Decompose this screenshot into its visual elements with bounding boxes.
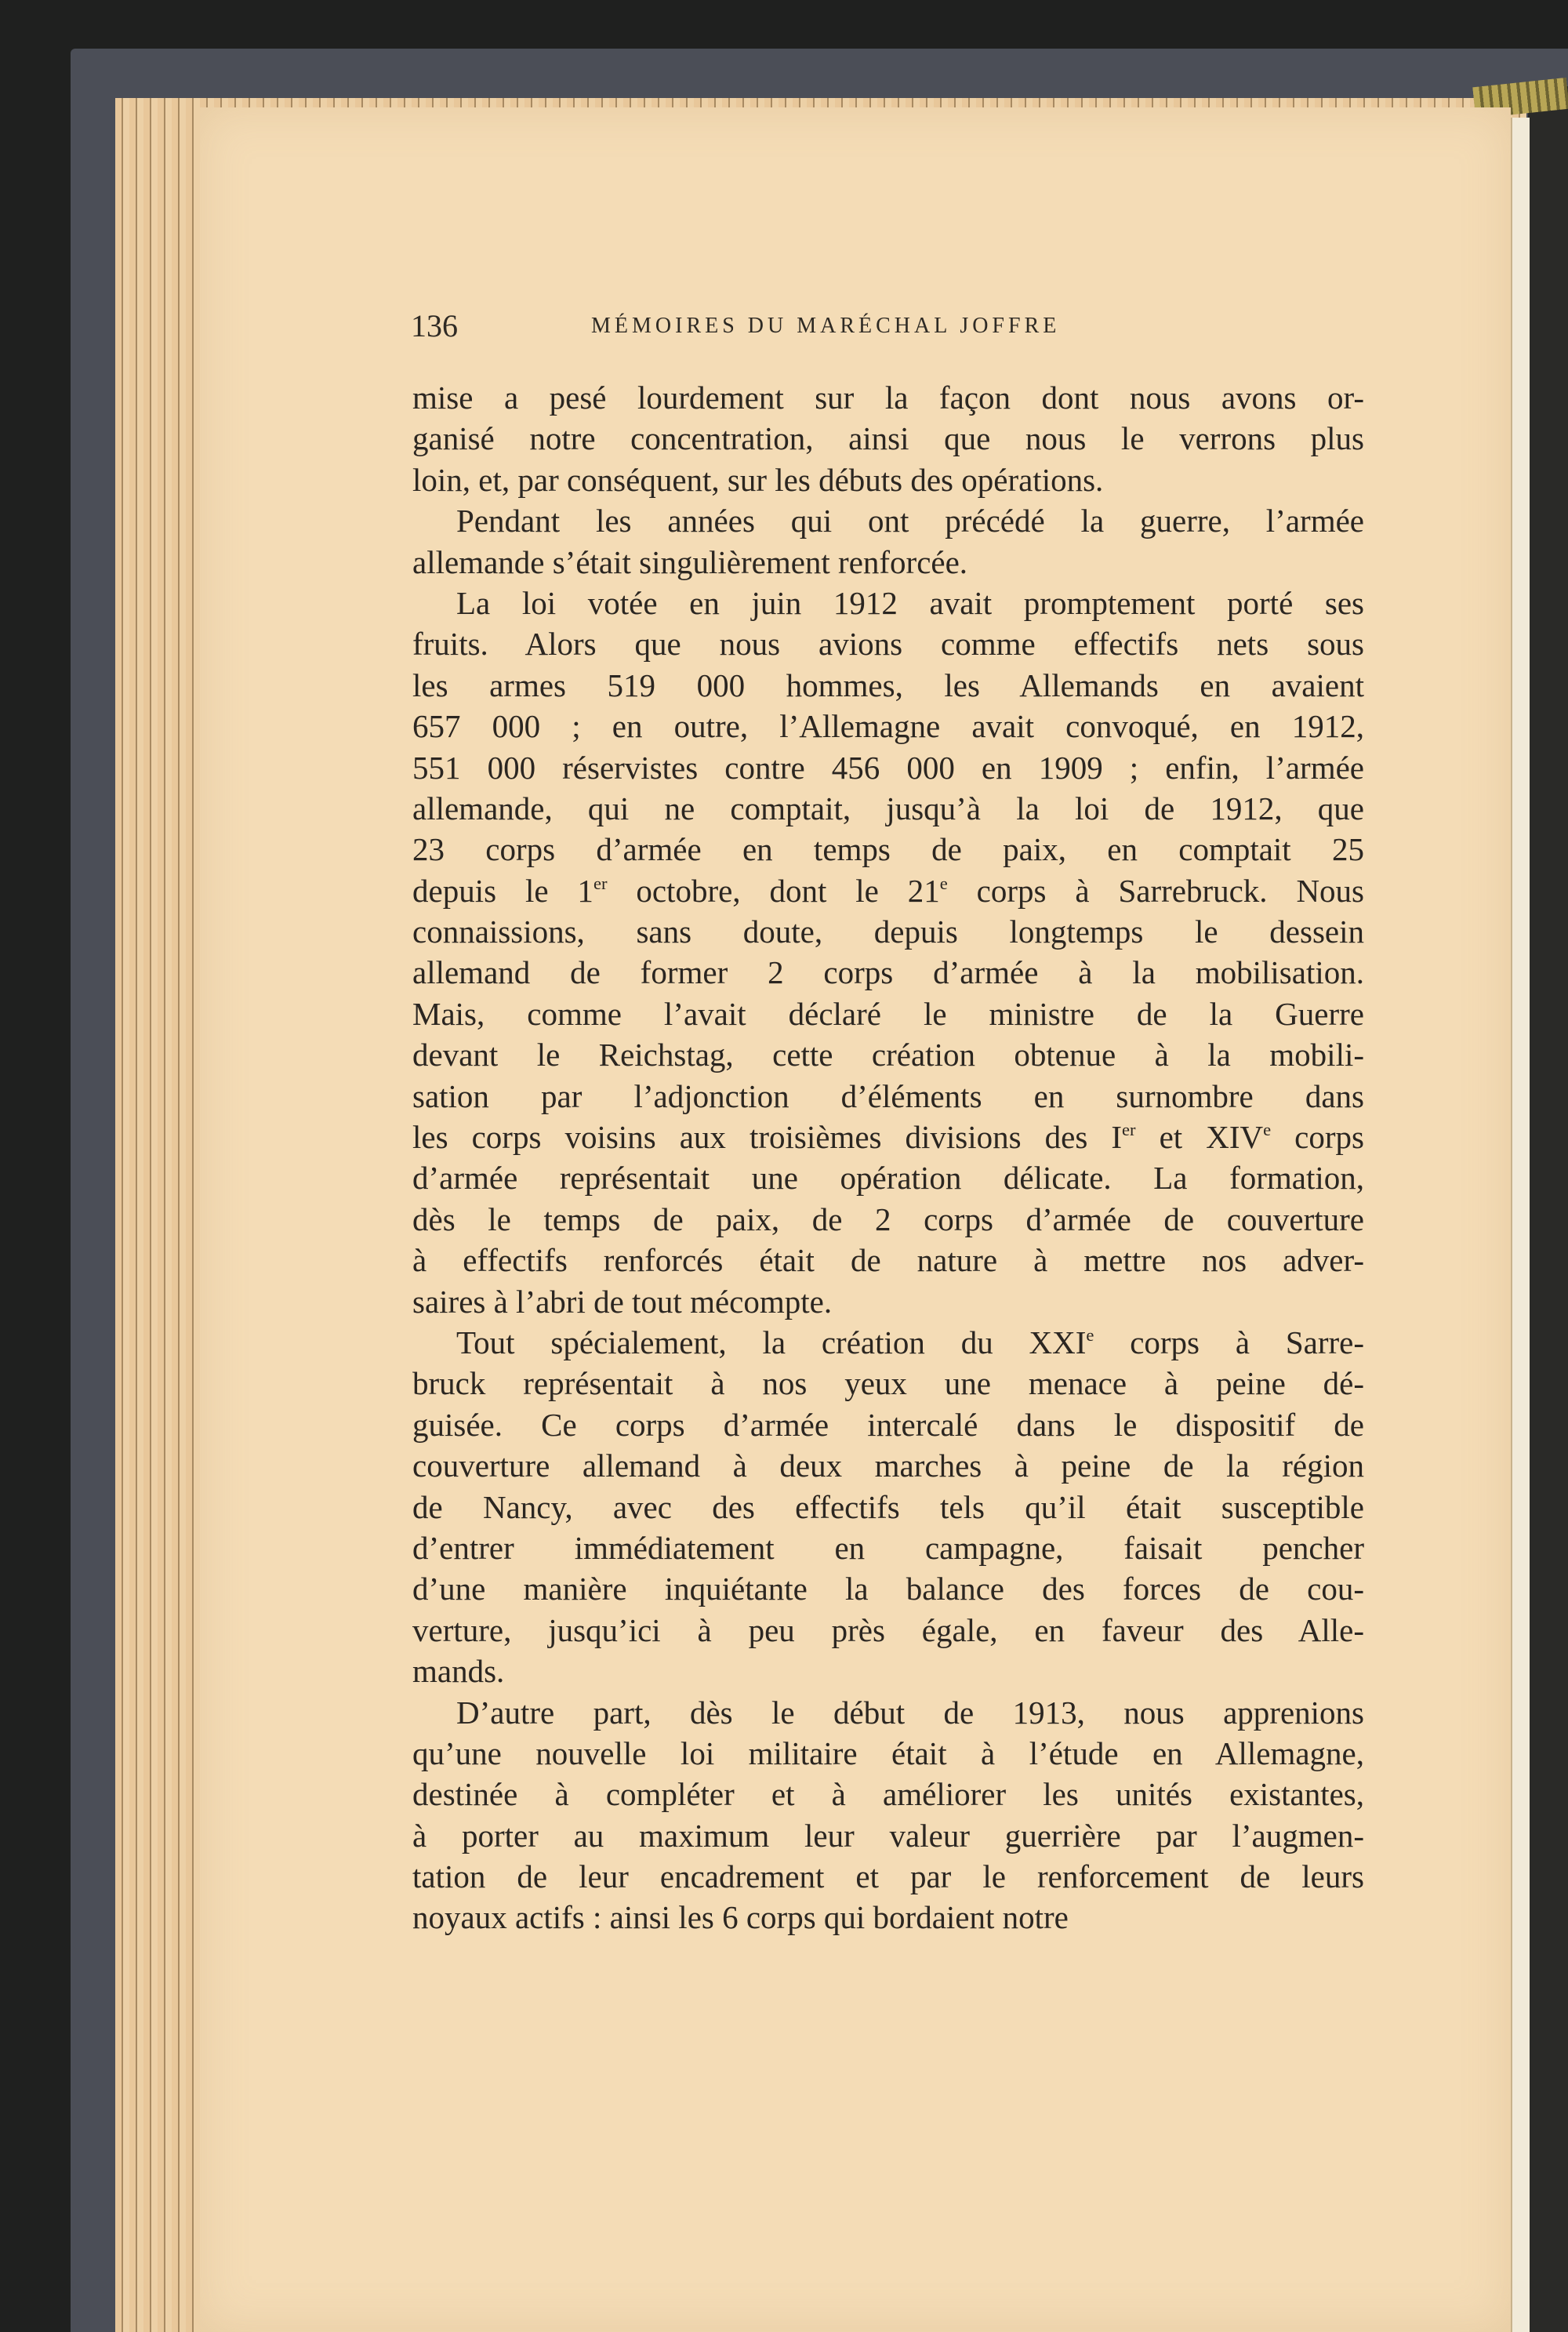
text-line: allemande s’était singulièrement renforcée. [412, 543, 968, 580]
text-line: 23 corps d’armée en temps de paix, en comptait 25 [412, 831, 1364, 868]
paragraph [412, 377, 1364, 500]
page-number: 136 [411, 308, 458, 343]
running-head: MÉMOIRES DU MARÉCHAL JOFFRE [591, 314, 1061, 338]
text-line: à porter au maximum leur valeur guerrière par l’augmen- [412, 1817, 1364, 1854]
text-line: d’une manière inquiétante la balance des forces de cou- [412, 1571, 1364, 1607]
text-line: saires à l’abri de tout mécompte. [412, 1283, 833, 1320]
text-line: allemand de former 2 corps d’armée à la mobilisation. [412, 954, 1364, 991]
text-line: bruck représentait à nos yeux une menace à peine dé- [412, 1365, 1364, 1402]
text-line: connaissions, sans doute, depuis longtemps le dessein [412, 914, 1364, 950]
text-line: fruits. Alors que nous avions comme effectifs nets sous [412, 626, 1364, 663]
text-line: ganisé notre concentration, ainsi que nous le verrons plus [412, 420, 1364, 457]
text-line: les corps voisins aux troisièmes divisions des Ier et XIVe corps [412, 1119, 1364, 1156]
superscript: e [939, 873, 948, 893]
text-line: mise a pesé lourdement sur la façon dont nous avons or- [412, 380, 1364, 416]
facing-page-edge [1511, 118, 1530, 2332]
background-right [1528, 86, 1568, 2332]
text-line: couverture allemand à deux marches à peine de la région [412, 1448, 1364, 1484]
text-line: Tout spécialement, la création du XXIe corps à Sarre- [456, 1324, 1364, 1360]
text-line: allemande, qui ne comptait, jusqu’à la loi de 1912, que [412, 790, 1364, 826]
page-header [411, 307, 1364, 347]
text-line: 551 000 réservistes contre 456 000 en 1909 ; enfin, l’armée [412, 749, 1364, 786]
text-line: verture, jusqu’ici à peu près égale, en faveur des Alle- [412, 1611, 1364, 1648]
text-line: destinée à compléter et à améliorer les unités existantes, [412, 1776, 1364, 1813]
text-line: qu’une nouvelle loi militaire était à l’étude en Allemagne, [412, 1734, 1364, 1771]
text-line: dès le temps de paix, de 2 corps d’armée de couverture [412, 1201, 1364, 1237]
text-line: La loi votée en juin 1912 avait promptement porté ses [456, 584, 1364, 621]
text-line: devant le Reichstag, cette création obtenue à la mobili- [412, 1037, 1364, 1073]
text-line: D’autre part, dès le début de 1913, nous apprenions [456, 1694, 1364, 1731]
body-text [412, 377, 1364, 1938]
text-line: de Nancy, avec des effectifs tels qu’il était susceptible [412, 1488, 1364, 1525]
superscript: er [593, 873, 608, 893]
text-line: tation de leur encadrement et par le renforcement de leurs [412, 1858, 1364, 1895]
text-line: Mais, comme l’avait déclaré le ministre de la Guerre [412, 995, 1364, 1032]
text-line: d’entrer immédiatement en campagne, faisait pencher [412, 1529, 1364, 1566]
text-line: 657 000 ; en outre, l’Allemagne avait convoqué, en 1912, [412, 708, 1364, 745]
text-line: guisée. Ce corps d’armée intercalé dans le dispositif de [412, 1406, 1364, 1443]
paragraph [412, 1692, 1364, 1938]
superscript: e [1263, 1120, 1272, 1140]
superscript: er [1122, 1120, 1136, 1140]
text-line: mands. [412, 1653, 505, 1690]
superscript: e [1086, 1325, 1094, 1346]
paragraph [412, 500, 1364, 583]
paragraph [412, 583, 1364, 1322]
text-line: à effectifs renforcés était de nature à mettre nos adver- [412, 1242, 1364, 1279]
text-line: les armes 519 000 hommes, les Allemands en avaient [412, 667, 1364, 703]
text-line: noyaux actifs : ainsi les 6 corps qui bordaient notre [412, 1899, 1069, 1936]
text-line: depuis le 1er octobre, dont le 21e corps à Sarrebruck. Nous [412, 872, 1365, 909]
text-line: Pendant les années qui ont précédé la guerre, l’armée [456, 503, 1364, 539]
text-line: loin, et, par conséquent, sur les débuts des opérations. [412, 461, 1104, 498]
text-line: sation par l’adjonction d’éléments en surnombre dans [412, 1077, 1364, 1114]
text-line: d’armée représentait une opération délicate. La formation, [412, 1160, 1364, 1197]
paragraph [412, 1322, 1364, 1692]
